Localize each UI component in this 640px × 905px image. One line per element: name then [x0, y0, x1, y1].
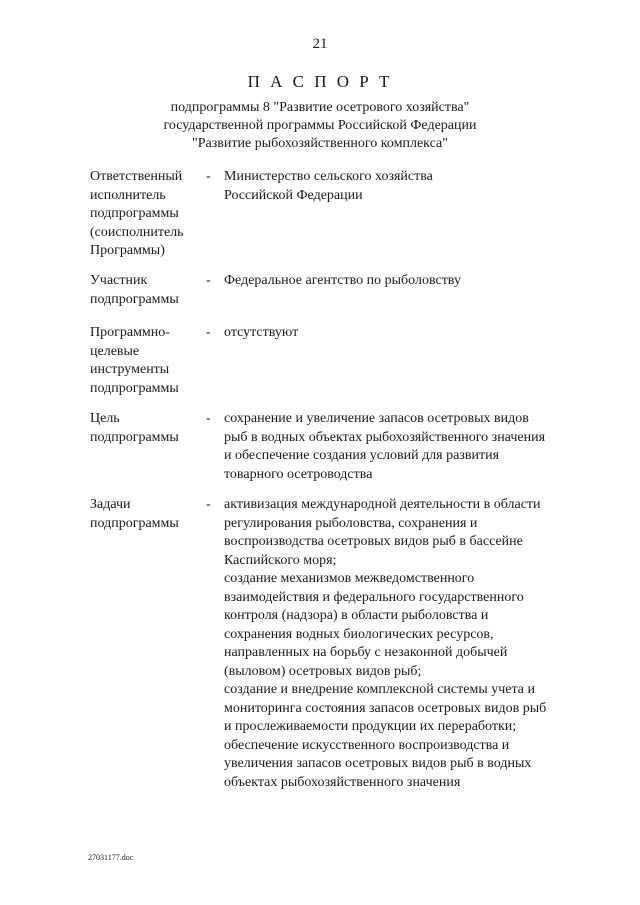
row-label — [90, 410, 200, 447]
value-line: рыб в водных объектах рыбохозяйственного значения — [224, 429, 546, 445]
row-dash: - — [206, 325, 211, 340]
row-value — [224, 496, 584, 792]
value-line: и прослеживаемости продукции их переработки; — [224, 719, 517, 734]
subtitle-line: государственной программы Российской Федерации — [163, 118, 477, 133]
label-line: (соисполнитель — [90, 224, 184, 240]
row-value — [224, 272, 584, 291]
value-line: направленных на борьбу с незаконной добычей — [224, 645, 508, 660]
label-line: Ответственный — [90, 169, 183, 184]
value-line: Федеральное агентство по рыболовству — [224, 273, 461, 288]
value-line: активизация международной деятельности в области — [224, 497, 541, 512]
value-line: и обеспечение создания условий для развития — [224, 448, 500, 463]
row-dash: - — [206, 497, 211, 512]
value-line: товарного осетроводства — [224, 466, 373, 482]
label-line: подпрограммы — [90, 380, 179, 396]
value-line: контроля (надзора) в области рыболовства и — [224, 608, 489, 623]
label-line: целевые — [90, 343, 140, 359]
row-dash: - — [206, 169, 211, 184]
value-line: (выловом) осетровых видов рыб; — [224, 663, 422, 679]
row-label — [90, 272, 200, 309]
label-line: Цель — [90, 411, 120, 426]
label-line: подпрограммы — [90, 429, 179, 445]
value-line: взаимодействия и федерального государственного — [224, 589, 524, 605]
value-line: обеспечение искусственного воспроизводства и — [224, 737, 510, 753]
value-line: создание механизмов межведомственного — [224, 571, 475, 586]
value-line: сохранение и увеличение запасов осетровых видов — [224, 411, 529, 426]
row-label — [90, 324, 200, 398]
row-value — [224, 324, 584, 343]
subtitle-line: подпрограммы 8 "Развитие осетрового хозяйства" — [170, 100, 470, 115]
value-line: Министерство сельского хозяйства — [224, 169, 433, 184]
row-dash: - — [206, 273, 211, 288]
label-line: инструменты — [90, 362, 170, 377]
value-line: мониторинга состояния запасов осетровых видов рыб — [224, 700, 547, 716]
row-dash: - — [206, 411, 211, 426]
row-label — [90, 168, 200, 261]
row-value — [224, 168, 584, 205]
file-reference: 27031177.doc — [88, 853, 134, 862]
value-line: создание и внедрение комплексной системы учета и — [224, 682, 535, 697]
label-line: Программы) — [90, 243, 165, 258]
row-value — [224, 410, 584, 484]
subtitle-line: "Развитие рыбохозяйственного комплекса" — [192, 136, 448, 151]
value-line: сохранения водных биологических ресурсов, — [224, 626, 494, 642]
value-line: воспроизводства осетровых видов рыб в бассейне — [224, 534, 523, 549]
value-line: объектах рыбохозяйственного значения — [224, 774, 461, 790]
label-line: Участник — [90, 273, 148, 288]
label-line: подпрограммы — [90, 291, 179, 307]
label-line: Программно- — [90, 325, 170, 340]
row-label — [90, 496, 200, 533]
label-line: подпрограммы — [90, 206, 179, 221]
label-line: подпрограммы — [90, 515, 179, 531]
label-line: исполнитель — [90, 187, 166, 203]
value-line: Российской Федерации — [224, 187, 363, 203]
value-line: Каспийского моря; — [224, 552, 337, 568]
document-title: П А С П О Р Т — [247, 72, 393, 91]
page-number: 21 — [312, 36, 328, 52]
value-line: отсутствуют — [224, 325, 299, 340]
label-line: Задачи — [90, 497, 131, 512]
value-line: увеличения запасов осетровых видов рыб в водных — [224, 756, 532, 771]
value-line: регулирования рыболовства, сохранения и — [224, 515, 478, 531]
